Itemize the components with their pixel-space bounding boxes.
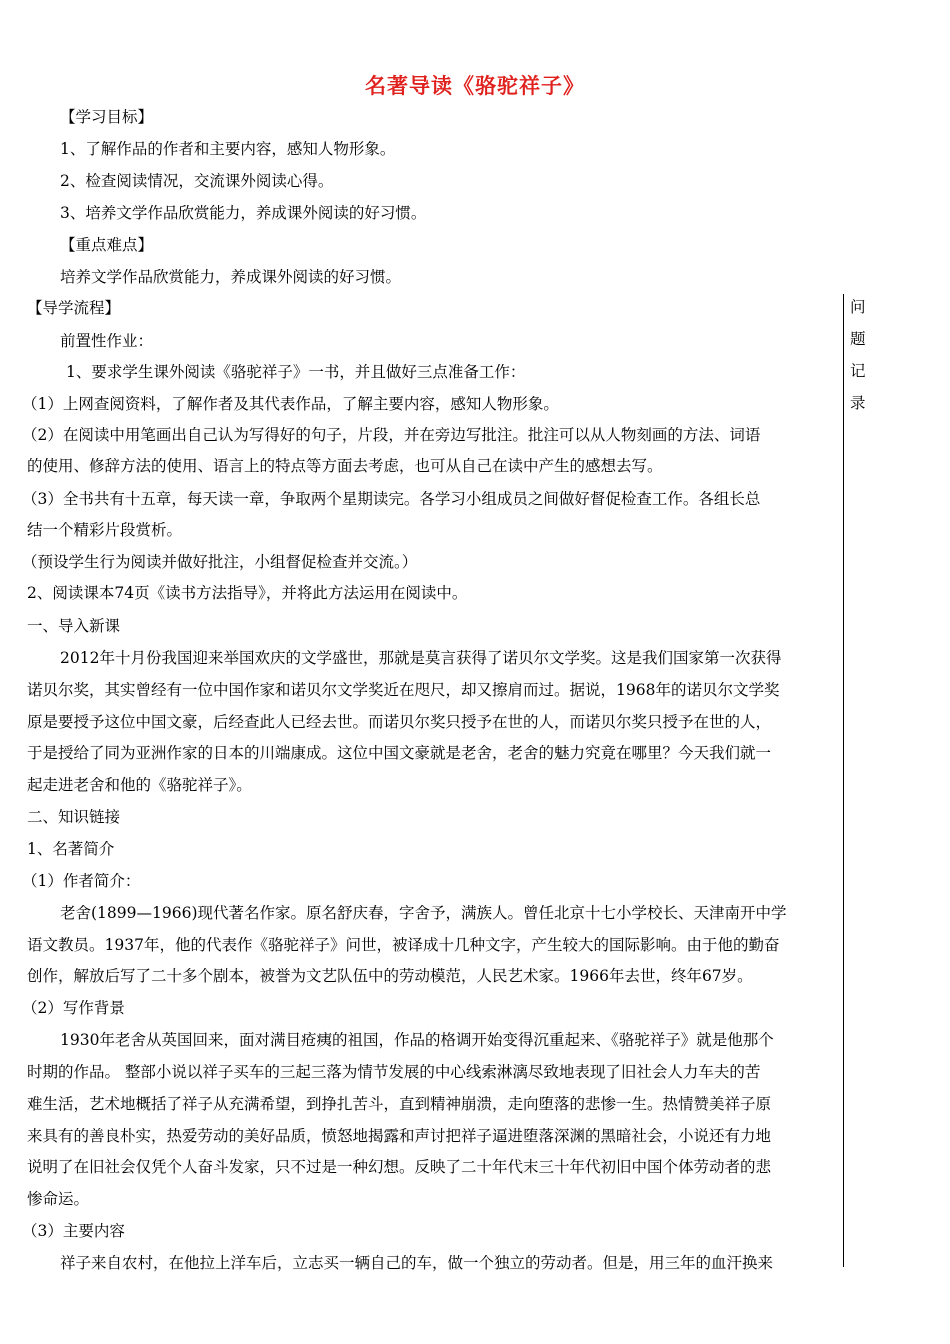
text-line: 创作，解放后写了二十多个剧本，被誉为文艺队伍中的劳动模范，人民艺术家。1966年去世，终年67岁。 [27,967,753,985]
text-line: （2）在阅读中用笔画出自己认为写得好的句子，片段，并在旁边写批注。批注可以从人物刻画的方法、词语 [22,426,761,444]
section-heading: 1、名著简介 [27,840,115,858]
margin-divider [843,294,844,1267]
text-line: 的使用、修辞方法的使用、语言上的特点等方面去考虑，也可从自己在读中产生的感想去写。 [27,457,663,475]
text-line: 老舍(1899—1966)现代著名作家。原名舒庆春，字舍予，满族人。曾任北京十七小学校长、天津南开中学 [60,904,787,922]
section-heading: （2）写作背景 [22,999,125,1017]
text-line: 前置性作业： [60,332,154,350]
document-title: 名著导读《骆驼祥子》 [365,74,585,98]
text-line: 难生活，艺术地概括了祥子从充满希望，到挣扎苦斗，直到精神崩溃，走向堕落的悲惨一生。热情赞美祥子原 [27,1095,772,1113]
section-heading: 【学习目标】 [60,108,154,126]
text-line: （3）全书共有十五章，每天读一章，争取两个星期读完。各学习小组成员之间做好督促检查工作。各组长总 [22,490,761,508]
side-note-char: 录 [850,394,866,412]
text-line: 语文教员。1937年，他的代表作《骆驼祥子》问世，被译成十几种文字，产生较大的国际影响。由于他的勤奋 [27,936,780,954]
text-line: （预设学生行为阅读并做好批注，小组督促检查并交流。） [22,553,418,571]
side-note-char: 题 [850,330,866,348]
text-line: 结一个精彩片段赏析。 [27,521,183,539]
text-line: 时期的作品。 整部小说以祥子买车的三起三落为情节发展的中心线索淋漓尽致地表现了旧社会人力车夫的苦 [27,1063,761,1081]
text-line: 2012年十月份我国迎来举国欢庆的文学盛世，那就是莫言获得了诺贝尔文学奖。这是我们国家第一次获得 [60,649,782,667]
section-heading: 二、知识链接 [27,808,121,826]
section-heading: 一、导入新课 [27,617,121,635]
text-line: 3、培养文学作品欣赏能力，养成课外阅读的好习惯。 [60,204,427,222]
text-line: 来具有的善良朴实，热爱劳动的美好品质，愤怒地揭露和声讨把祥子逼进堕落深渊的黑暗社会，小说还有力地 [27,1127,772,1145]
section-heading: 【导学流程】 [27,299,121,317]
side-note-char: 问 [850,298,866,316]
text-line: 惨命运。 [27,1190,90,1208]
text-line: 培养文学作品欣赏能力，养成课外阅读的好习惯。 [60,268,402,286]
text-line: 起走进老舍和他的《骆驼祥子》。 [27,776,252,794]
text-line: 祥子来自农村，在他拉上洋车后，立志买一辆自己的车，做一个独立的劳动者。但是，用三年的血汗换来 [60,1254,774,1272]
text-line: 1930年老舍从英国回来，面对满目疮痍的祖国，作品的格调开始变得沉重起来、《骆驼祥子》就是他那个 [60,1031,774,1049]
text-line: 2、检查阅读情况，交流课外阅读心得。 [60,172,334,190]
section-heading: （1）作者简介： [22,872,141,890]
text-line: 1、要求学生课外阅读《骆驼祥子》一书，并且做好三点准备工作： [66,363,526,381]
side-note-char: 记 [850,362,866,380]
text-line: （1）上网查阅资料，了解作者及其代表作品，了解主要内容，感知人物形象。 [22,395,559,413]
section-heading: 【重点难点】 [60,236,154,254]
text-line: 2、阅读课本74页《读书方法指导》，并将此方法运用在阅读中。 [27,584,468,602]
text-line: 原是要授予这位中国文豪，后经查此人已经去世。而诺贝尔奖只授予在世的人，而诺贝尔奖只授予在世的人， [27,713,772,731]
text-line: 1、了解作品的作者和主要内容，感知人物形象。 [60,140,396,158]
section-heading: （3）主要内容 [22,1222,125,1240]
text-line: 于是授给了同为亚洲作家的日本的川端康成。这位中国文豪就是老舍，老舍的魅力究竟在哪里？今天我们就一 [27,744,772,762]
text-line: 诺贝尔奖，其实曾经有一位中国作家和诺贝尔文学奖近在咫尺，却又擦肩而过。据说，1968年的诺贝尔文学奖 [27,681,780,699]
text-line: 说明了在旧社会仅凭个人奋斗发家，只不过是一种幻想。反映了二十年代末三十年代初旧中国个体劳动者的悲 [27,1158,772,1176]
